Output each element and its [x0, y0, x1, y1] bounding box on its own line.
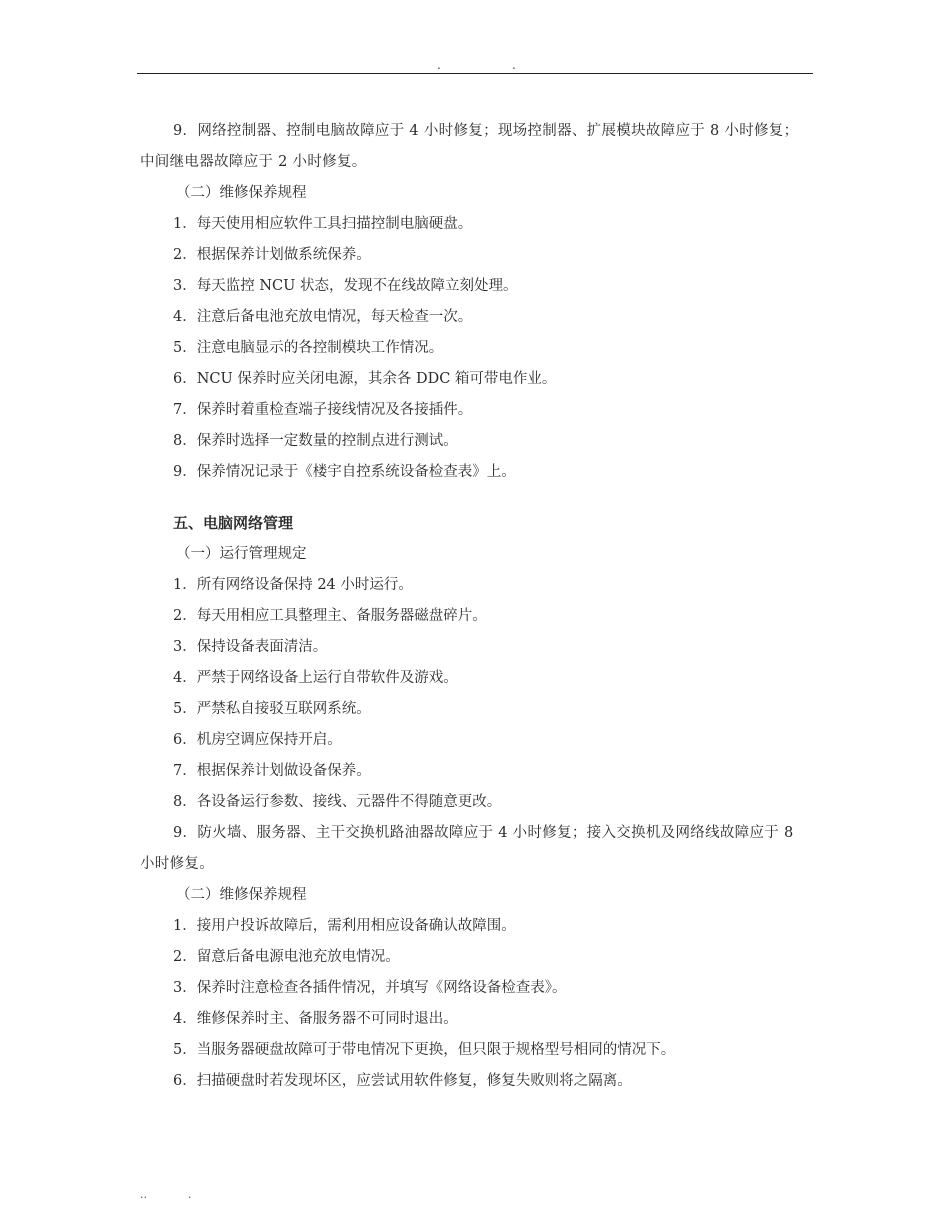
sec4-sub2-item-6: 6．NCU 保养时应关闭电源，其余各 DDC 箱可带电作业。 [173, 371, 557, 387]
sec4-sub2-item-5: 5．注意电脑显示的各控制模块工作情况。 [173, 340, 444, 356]
sec5-sub2-item-3: 3．保养时注意检查各插件情况，并填写《网络设备检查表》。 [173, 980, 567, 996]
sec5-sub2-item-4: 4．维修保养时主、备服务器不可同时退出。 [173, 1011, 458, 1027]
sec5-sub1-item-7: 7．根据保养计划做设备保养。 [173, 763, 371, 779]
sec5-sub1-item-6: 6．机房空调应保持开启。 [173, 732, 342, 748]
header-mark-right: . [512, 58, 516, 72]
sec5-sub1-item-9: 9．防火墙、服务器、主干交换机路油器故障应于 4 小时修复；接入交换机及网络线故障应于 8 小时修复。 [140, 825, 794, 872]
sec4-sub2-item-8: 8．保养时选择一定数量的控制点进行测试。 [173, 433, 458, 449]
header-rule [137, 73, 813, 74]
sec4-subsection-2-title: （二）维修保养规程 [176, 185, 307, 201]
sec5-sub1-item-3: 3．保持设备表面清洁。 [173, 639, 328, 655]
sec5-sub1-item-8: 8．各设备运行参数、接线、元器件不得随意更改。 [173, 794, 502, 810]
document-body [140, 116, 812, 1097]
sec5-sub2-item-2: 2．留意后备电源电池充放电情况。 [173, 949, 400, 965]
sec4-sub2-item-9: 9．保养情况记录于《楼宇自控系统设备检查表》上。 [173, 464, 516, 480]
sec4-sub2-item-2: 2．根据保养计划做系统保养。 [173, 247, 371, 263]
header-mark-left: . [437, 58, 441, 72]
footer-mark-left: .. [140, 1188, 147, 1201]
sec5-sub2-item-6: 6．扫描硬盘时若发现坏区，应尝试用软件修复，修复失败则将之隔离。 [173, 1073, 632, 1089]
page-header [0, 58, 950, 72]
section-5-title: 五、电脑网络管理 [173, 514, 294, 532]
sec4-sub2-item-4: 4．注意后备电池充放电情况，每天检查一次。 [173, 309, 473, 325]
sec5-sub1-item-2: 2．每天用相应工具整理主、备服务器磁盘碎片。 [173, 608, 487, 624]
sec4-sub2-item-3: 3．每天监控 NCU 状态，发现不在线故障立刻处理。 [173, 278, 518, 294]
sec5-sub1-item-4: 4．严禁于网络设备上运行自带软件及游戏。 [173, 670, 458, 686]
sec4-sub2-item-7: 7．保养时着重检查端子接线情况及各接插件。 [173, 402, 473, 418]
sec5-subsection-2-title: （二）维修保养规程 [176, 887, 307, 903]
sec5-sub2-item-1: 1．接用户投诉故障后，需利用相应设备确认故障围。 [173, 918, 516, 934]
page-footer [140, 1188, 240, 1202]
sec4-sub2-item-1: 1．每天使用相应软件工具扫描控制电脑硬盘。 [173, 216, 473, 232]
sec5-sub1-item-5: 5．严禁私自接驳互联网系统。 [173, 701, 371, 717]
sec5-sub1-item-1: 1．所有网络设备保持 24 小时运行。 [173, 577, 413, 593]
sec5-subsection-1-title: （一）运行管理规定 [176, 546, 307, 562]
sec5-sub2-item-5: 5．当服务器硬盘故障可于带电情况下更换，但只限于规格型号相同的情况下。 [173, 1042, 676, 1058]
sec4-item-9: 9．网络控制器、控制电脑故障应于 4 小时修复；现场控制器、扩展模块故障应于 8 小时修复；中间继电器故障应于 2 小时修复。 [140, 123, 799, 170]
footer-mark-right: . [188, 1188, 192, 1201]
